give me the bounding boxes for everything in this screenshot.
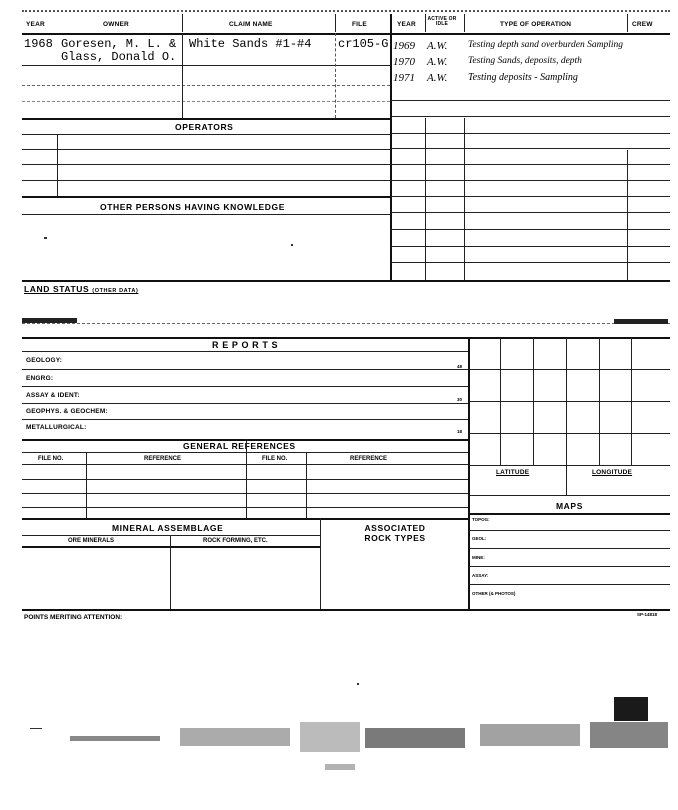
entry-year: 1968 [24, 37, 53, 51]
maps-rule [469, 513, 670, 515]
maps-rule [469, 530, 670, 531]
reports-rule [22, 351, 468, 352]
scan-speck [357, 683, 359, 685]
maps-rule [469, 566, 670, 567]
right-row-rule [391, 100, 670, 101]
header-divider [335, 14, 336, 32]
coord-rule [469, 495, 670, 496]
scan-dark-patch [614, 697, 648, 721]
right-col [425, 118, 426, 280]
maps-rule [469, 548, 670, 549]
points-meriting-attention: POINTS MERITING ATTENTION: [24, 614, 123, 621]
entry-file: cr105-G [338, 37, 389, 51]
right-row-rule [391, 180, 670, 181]
report-number-48: 48 [457, 364, 463, 369]
scan-speck [291, 244, 293, 246]
report-geology: GEOLOGY: [26, 357, 63, 364]
header-bottom-rule [22, 33, 670, 35]
report-number-30: 30 [457, 397, 463, 402]
header-divider [464, 14, 465, 32]
mineral-top [22, 518, 468, 520]
operators-rule [22, 134, 390, 135]
header-divider [182, 14, 183, 32]
op-type-1: Testing depth sand overburden Sampling [468, 40, 623, 50]
general-references-heading: GENERAL REFERENCES [183, 441, 296, 451]
scan-noise-band [300, 722, 360, 752]
scan-noise-band [480, 724, 580, 746]
op-status-3: A.W. [427, 72, 448, 84]
right-row-rule [391, 196, 670, 197]
ore-minerals-label: ORE MINERALS [68, 538, 115, 544]
form-number: SP-14818 [637, 612, 658, 617]
reports-heading: R E P O R T S [212, 340, 279, 350]
scan-noise-band [365, 728, 465, 748]
op-status-2: A.W. [427, 56, 448, 68]
header-claim-name: CLAIM NAME [229, 21, 273, 28]
operators-rule [22, 164, 390, 165]
scan-speck [30, 728, 42, 729]
general-ref-rule [22, 493, 468, 494]
reports-rule [22, 403, 468, 404]
operators-heading: OPERATORS [175, 122, 234, 132]
ref-col-reference-2: REFERENCE [350, 456, 388, 462]
map-other: OTHER (& PHOTOS) [472, 591, 516, 596]
right-row-rule [391, 164, 670, 165]
mineral-col-divider [320, 518, 321, 609]
report-metallurgical: METALLURGICAL: [26, 424, 87, 431]
entry-claim-name: White Sands #1-#4 [189, 37, 312, 51]
scan-smudge [614, 319, 668, 324]
report-assay-ident: ASSAY & IDENT: [26, 392, 80, 399]
rock-forming-label: ROCK FORMING, ETC. [203, 538, 268, 544]
land-status-label: LAND STATUS [24, 284, 90, 294]
general-ref-rule [22, 464, 468, 465]
right-row-rule [391, 262, 670, 263]
scan-noise-band [325, 764, 355, 770]
associated-rock-types-heading: ASSOCIATED ROCK TYPES [364, 523, 426, 543]
header-year-right: YEAR [397, 21, 416, 28]
center-divider [390, 14, 392, 280]
other-persons-rule [22, 214, 390, 215]
ref-col-divider [306, 452, 307, 518]
reports-top-rule [22, 337, 670, 339]
header-type-of-operation: TYPE OF OPERATION [500, 21, 572, 28]
ref-col-divider [246, 439, 247, 518]
report-geophys: GEOPHYS. & GEOCHEM: [26, 408, 108, 415]
operators-rule [22, 149, 390, 150]
op-year-2: 1970 [393, 56, 415, 68]
scan-noise-band [180, 728, 290, 746]
other-persons-heading: OTHER PERSONS HAVING KNOWLEDGE [100, 202, 286, 212]
maps-heading: MAPS [556, 501, 583, 511]
right-row-rule [391, 116, 670, 117]
header-crew: CREW [632, 21, 653, 28]
op-type-2: Testing Sands, deposits, depth [468, 56, 582, 66]
grid-row [469, 465, 670, 466]
coord-divider [566, 465, 567, 495]
right-col [627, 150, 628, 280]
mineral-rule [22, 546, 320, 548]
header-divider [627, 14, 628, 32]
header-active-or-idle: ACTIVE OR IDLE [427, 16, 457, 27]
general-ref-rule [22, 479, 468, 480]
ref-col-file-no-1: FILE NO. [38, 456, 64, 462]
operators-rule [22, 196, 390, 198]
reports-rule [22, 419, 468, 420]
left-block-bottom [22, 280, 670, 282]
op-status-1: A.W. [427, 40, 448, 52]
land-status-rule [22, 323, 670, 324]
operators-rule [22, 180, 390, 181]
report-engrg: ENGRG: [26, 375, 54, 382]
land-status-sub: (OTHER DATA) [92, 288, 139, 294]
longitude-label: LONGITUDE [592, 469, 633, 476]
ref-col-reference-1: REFERENCE [144, 456, 182, 462]
file-col-divider [335, 33, 336, 118]
report-number-18: 18 [457, 429, 463, 434]
map-topog: TOPOG: [472, 517, 490, 522]
row-rule [22, 118, 390, 120]
right-row-rule [391, 229, 670, 230]
maps-rule [469, 584, 670, 585]
op-year-1: 1969 [393, 40, 415, 52]
reports-right-divider [468, 337, 470, 609]
entry-owner-line1: Goresen, M. L. & [61, 37, 177, 51]
scan-noise-band [590, 722, 668, 748]
right-row-rule [391, 212, 670, 213]
right-row-rule [391, 246, 670, 247]
map-assay: ASSAY: [472, 573, 489, 578]
general-ref-rule [22, 452, 468, 453]
scan-smudge [22, 318, 77, 323]
form-bottom-rule [22, 609, 670, 611]
reports-rule [22, 386, 468, 387]
mineral-rule [22, 535, 320, 536]
scan-noise-band [70, 736, 160, 741]
right-row-rule [391, 133, 670, 134]
ref-col-divider [86, 452, 87, 518]
reports-rule [22, 369, 468, 370]
map-geol: GEOL: [472, 536, 487, 541]
op-year-3: 1971 [393, 72, 415, 84]
grid-row [469, 369, 670, 370]
top-border [22, 10, 670, 12]
general-ref-rule [22, 507, 468, 508]
grid-row [469, 433, 670, 434]
header-file: FILE [352, 21, 367, 28]
right-row-rule [391, 148, 670, 149]
mineral-col-divider [170, 535, 171, 609]
operators-col [57, 134, 58, 196]
land-status-heading [24, 284, 138, 294]
scan-speck [44, 237, 47, 239]
right-col [464, 118, 465, 280]
owner-col-divider [182, 33, 183, 118]
entry-owner-line2: Glass, Donald O. [61, 50, 177, 64]
mineral-assemblage-heading: MINERAL ASSEMBLAGE [112, 523, 224, 533]
map-mine: MINE: [472, 555, 485, 560]
ref-col-file-no-2: FILE NO. [262, 456, 288, 462]
header-year: YEAR [26, 21, 45, 28]
latitude-label: LATITUDE [496, 469, 530, 476]
header-owner: OWNER [103, 21, 129, 28]
header-divider [425, 14, 426, 32]
op-type-3: Testing deposits - Sampling [468, 72, 578, 83]
grid-row [469, 401, 670, 402]
